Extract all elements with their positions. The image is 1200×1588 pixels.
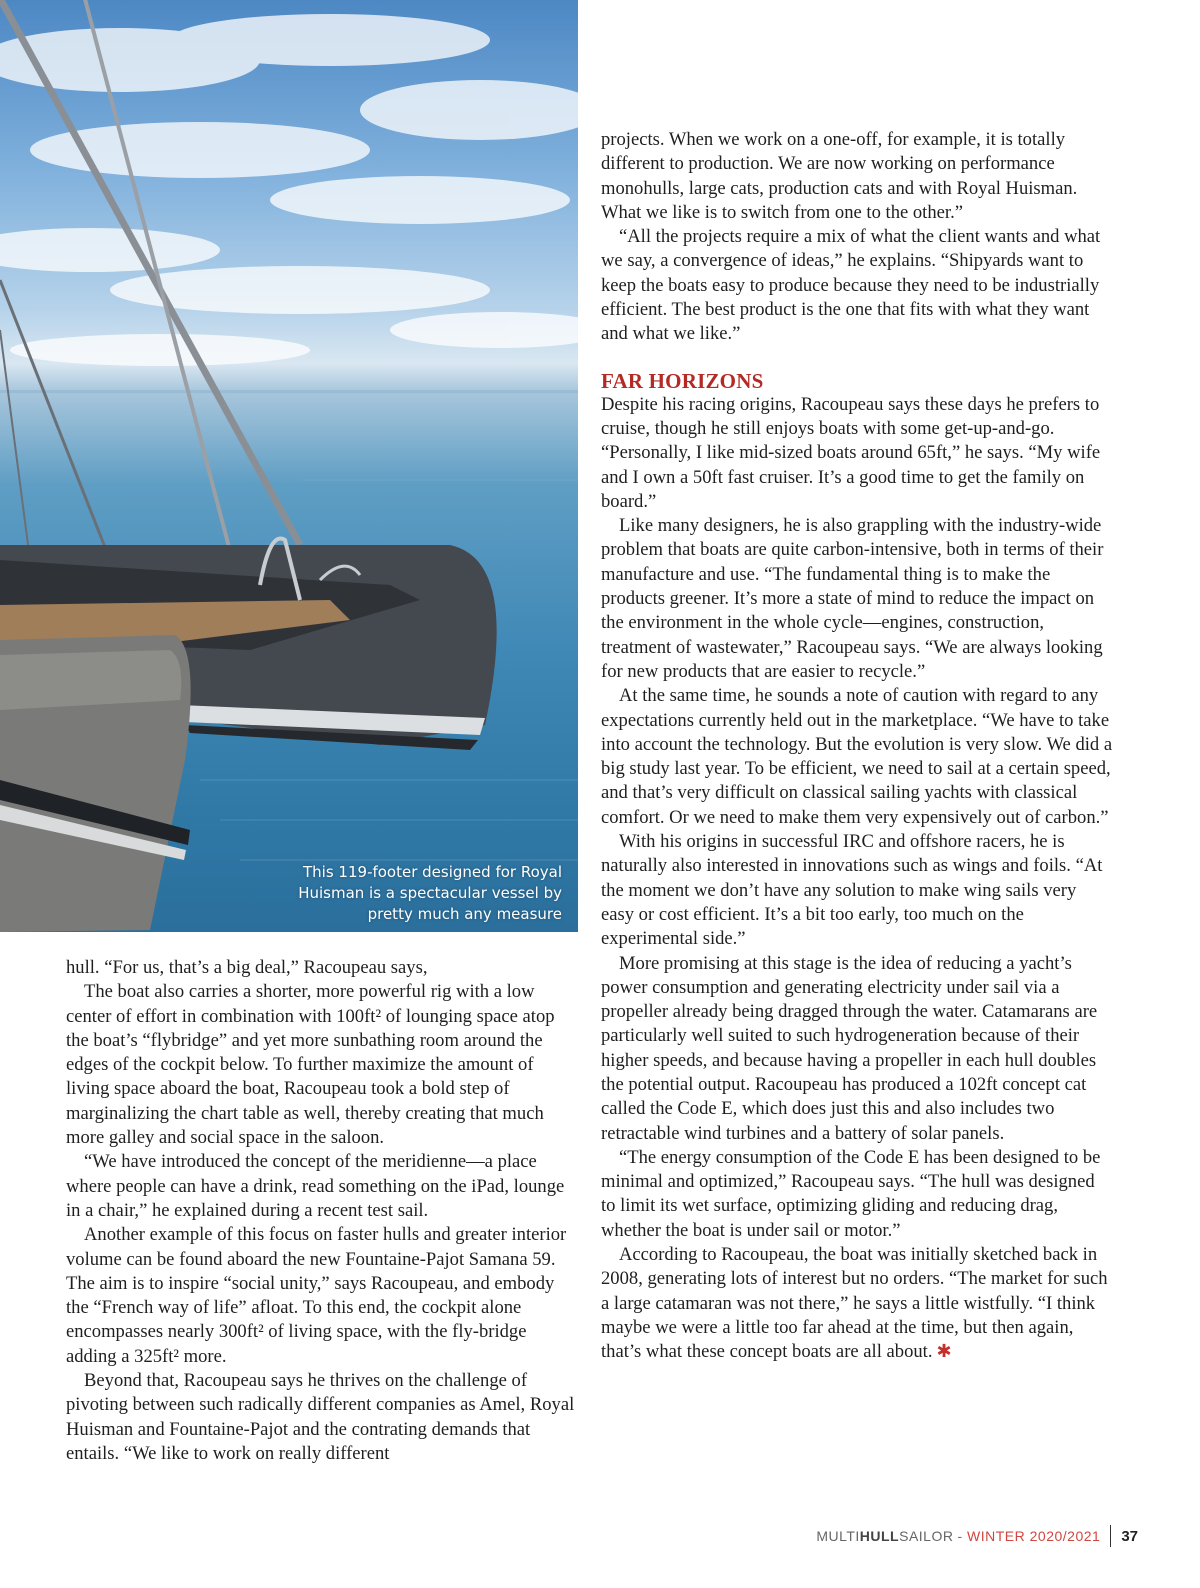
issue-label: - WINTER 2020/2021 [957,1528,1101,1544]
last-paragraph-text: According to Racoupeau, the boat was initially sketched back in 2008, generating lots of interest but no orders. “The market for such a large catamaran was not there,” he says a little wistfully. “I think maybe we were a little too far ahead at the time, but then again, that’s what these concept boats are all about. [601,1244,1108,1363]
left-paragraph-3: “We have introduced the concept of the meridienne—a place where people can have a drink, read something on the iPad, lounge in a chair,” he explained during a recent test sail. [66,1151,565,1221]
left-paragraph-5: Beyond that, Racoupeau says he thrives on the challenge of pivoting between such radically different companies as Amel, Royal Huisman and Fountaine-Pajot and the contrating demands that entails. “We like to work on really different [66,1370,575,1464]
section-heading: FAR HORIZONS [601,368,764,393]
right-column [601,128,1113,1365]
magazine-name-part-1: MULTI [816,1528,860,1544]
page-number: 37 [1121,1527,1138,1545]
end-mark-icon: ✱ [936,1341,952,1363]
right-intro-paragraph-1: projects. When we work on a one-off, for example, it is totally different to production. We are now working on performance monohulls, large cats, production cats and with Royal Huisman. What we like is to switch from one to the other.” [601,129,1078,223]
footer-divider [1110,1525,1111,1547]
catamaran-photo [0,0,578,932]
right-intro-paragraph-2: “All the projects require a mix of what the client wants and what we say, a convergence of ideas,” he explains. “Shipyards want to keep the boats easy to produce because they need to be industrially efficient. The best product is the one that fits with what they want and what we like.” [601,226,1101,345]
left-column [66,956,578,1466]
right-paragraph-3: At the same time, he sounds a note of caution with regard to any expectations currently held out in the marketplace. “We have to take into account the technology. But the evolution is very slow. We did a big study last year. To be efficient, we need to sail at a certain speed, and that’s very difficult on classical sailing yachts with classical comfort. Or we need to make them very expensively out of carbon.” [601,685,1113,828]
page-footer [816,1526,1138,1546]
right-paragraph-6: “The energy consumption of the Code E has been designed to be minimal and optimized,” Racoupeau says. “The hull was designed to limit its wet surface, optimizing gliding and reducing drag, whether the boat is under sail or motor.” [601,1146,1101,1241]
photo-caption: This 119-footer designed for Royal Huisman is a spectacular vessel by pretty much any measure [298,863,562,923]
right-paragraph-5: More promising at this stage is the idea of reducing a yacht’s power consumption and generating electricity under sail via a propeller already being dragged through the water. Catamarans are particularly well suited to such hydrogeneration because of their higher speeds, and because having a propeller in each hull doubles the potential output. Racoupeau has produced a 102ft concept cat called the Code E, which does just this and also includes two retractable wind turbines and a battery of solar panels. [601,952,1098,1144]
right-paragraph-2: Like many designers, he is also grappling with the industry-wide problem that boats are quite carbon-intensive, both in terms of their manufacture and use. “The fundamental thing is to make the products greener. It’s more a state of mind to reduce the impact on the environment in the whole cycle—engines, construction, treatment of wastewater,” Racoupeau says. “We are always looking for new products that are easier to recycle.” [601,515,1104,682]
catamaran-illustration [0,0,578,932]
magazine-name-part-3: SAILOR [899,1528,954,1544]
left-paragraph-4: Another example of this focus on faster hulls and greater interior volume can be found aboard the new Fountaine-Pajot Samana 59. The aim is to inspire “social unity,” says Racoupeau, and embody the “French way of life” afloat. To this end, the cockpit alone encompasses nearly 300ft² of living space, with the fly-bridge adding a 325ft² more. [66,1224,567,1367]
magazine-name-part-2: HULL [859,1528,900,1544]
right-last-paragraph [601,1243,1113,1364]
left-paragraph-1: hull. “For us, that’s a big deal,” Racoupeau says, [66,957,428,978]
right-paragraph-4: With his origins in successful IRC and offshore racers, he is naturally also interested in innovations such as wings and foils. “At the moment we don’t have any solution to make wing sails very easy or cost efficient. It’s a bit too early, too much on the experimental side.” [601,831,1103,950]
right-paragraph-1: Despite his racing origins, Racoupeau says these days he prefers to cruise, though he still enjoys boats with some get-up-and-go. “Personally, I like mid-sized boats around 65ft,” he says. “My wife and I own a 50ft fast cruiser. It’s a good time to get the family on board.” [601,393,1101,512]
left-paragraph-2: The boat also carries a shorter, more powerful rig with a low center of effort in combination with 100ft² of lounging space atop the boat’s “flybridge” and yet more sunbathing room around the edges of the cockpit below. To further maximize the amount of living space aboard the boat, Racoupeau took a bold step of marginalizing the chart table as well, thereby creating that much more galley and social space in the saloon. [66,981,555,1149]
